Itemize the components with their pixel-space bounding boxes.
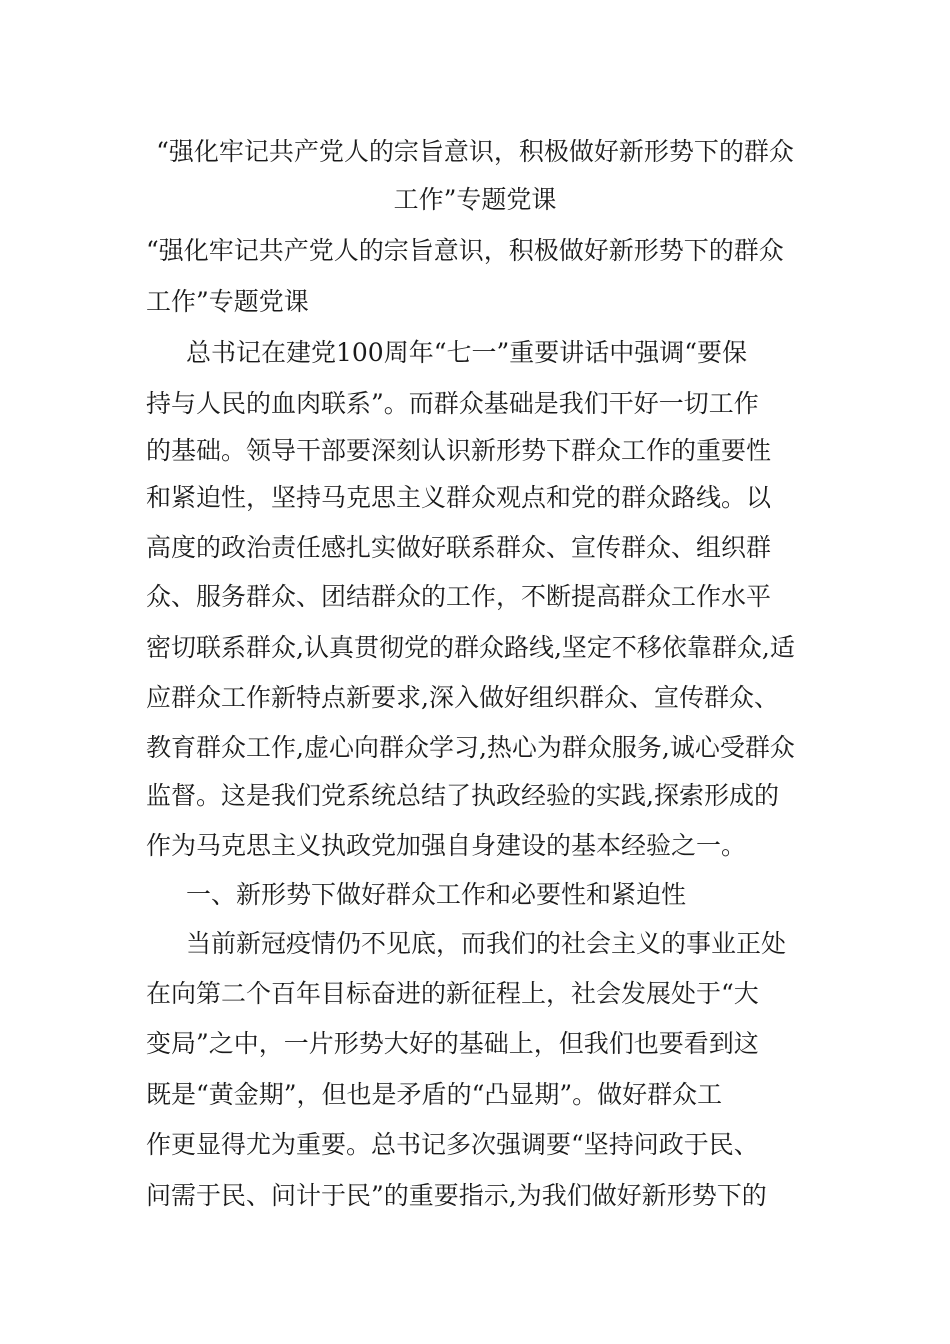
text-line: 在向第二个百年目标奋进的新征程上，社会发展处于“大 (146, 979, 759, 1008)
text-line: 作为马克思主义执政党加强自身建设的基本经验之一。 (146, 831, 747, 860)
section-heading: 一、新形势下做好群众工作和必要性和紧迫性 (186, 880, 687, 909)
text-line: 应群众工作新特点新要求,深入做好组织群众、宣传群众、 (146, 683, 779, 712)
text-line: 工作”专题党课 (146, 287, 309, 316)
text-line: 总书记在建党100周年“七一”重要讲话中强调“要保 (186, 338, 748, 367)
document-title-line-1: “强化牢记共产党人的宗旨意识，积极做好新形势下的群众 (156, 137, 794, 166)
text-line: 当前新冠疫情仍不见底，而我们的社会主义的事业正处 (186, 929, 787, 958)
text-line: 作更显得尤为重要。总书记多次强调要“坚持问政于民、 (146, 1130, 759, 1159)
text-line: 众、服务群众、团结群众的工作，不断提高群众工作水平 (146, 582, 772, 611)
text-line: “强化牢记共产党人的宗旨意识，积极做好新形势下的群众 (146, 236, 784, 265)
text-line: 密切联系群众,认真贯彻党的群众路线,坚定不移依靠群众,适 (146, 633, 795, 662)
text-line: 高度的政治责任感扎实做好联系群众、宣传群众、组织群 (146, 533, 772, 562)
document-title-line-2: 工作”专题党课 (393, 185, 557, 214)
text-line: 持与人民的血肉联系”。而群众基础是我们干好一切工作 (146, 389, 759, 418)
text-line: 和紧迫性，坚持马克思主义群众观点和党的群众路线。以 (146, 483, 772, 512)
text-line: 既是“黄金期”，但也是矛盾的“凸显期”。做好群众工 (146, 1080, 723, 1109)
text-line: 变局”之中，一片形势大好的基础上，但我们也要看到这 (146, 1029, 759, 1058)
text-line: 的基础。领导干部要深刻认识新形势下群众工作的重要性 (146, 436, 772, 465)
text-line: 问需于民、问计于民”的重要指示,为我们做好新形势下的 (146, 1181, 767, 1210)
text-line: 监督。这是我们党系统总结了执政经验的实践,探索形成的 (146, 781, 779, 810)
text-line: 教育群众工作,虚心向群众学习,热心为群众服务,诚心受群众 (146, 733, 795, 762)
